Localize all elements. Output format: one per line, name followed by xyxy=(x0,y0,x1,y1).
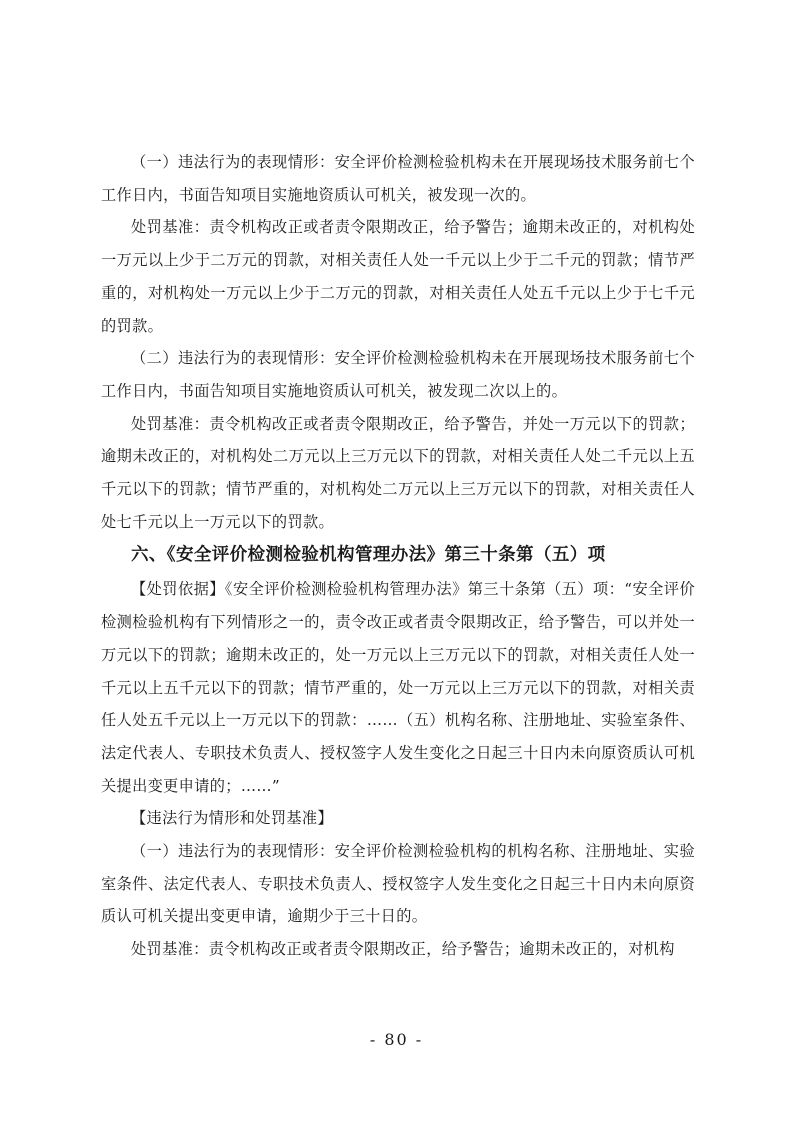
violation-case-2-paragraph: （二）违法行为的表现情形：安全评价检测检验机构未在开展现场技术服务前七个工作日内，书面告知项目实施地资质认可机关，被发现二次以上的。 xyxy=(101,349,695,400)
violation-case-1-paragraph: （一）违法行为的表现情形：安全评价检测检验机构未在开展现场技术服务前七个工作日内，书面告知项目实施地资质认可机关，被发现一次的。 xyxy=(101,153,695,204)
penalty-basis-paragraph: 【处罚依据】《安全评价检测检验机构管理办法》第三十条第（五）项：“安全评价检测检验机构有下列情形之一的，责令改正或者责令限期改正，给予警告，可以并处一万元以下的罚款；逾期未改正的，处一万元以上三万元以下的罚款，对相关责任人处一千元以上五千元以下的罚款；情节严重的，处一万元以上三万元以下的罚款，对相关责任人处五千元以上一万元以下的罚款：……（五）机构名称、注册地址、实验室条件、法定代表人、专职技术负责人、授权签字人发生变化之日起三十日内未向原资质认可机关提出变更申请的；……” xyxy=(101,580,695,795)
section-heading: 六、《安全评价检测检验机构管理办法》第三十条第（五）项 xyxy=(131,545,606,566)
penalty-standard-3-paragraph: 处罚基准：责令机构改正或者责令限期改正，给予警告；逾期未改正的，对机构 xyxy=(131,940,675,959)
document-body xyxy=(101,146,695,966)
penalty-standard-1-paragraph: 处罚基准：责令机构改正或者责令限期改正，给予警告；逾期未改正的，对机构处一万元以上少于二万元的罚款，对相关责任人处一千元以上少于二千元的罚款；情节严重的，对机构处一万元以上少于二万元的罚款，对相关责任人处五千元以上少于七千元的罚款。 xyxy=(101,218,695,335)
penalty-standard-2-paragraph: 处罚基准：责令机构改正或者责令限期改正，给予警告，并处一万元以下的罚款；逾期未改正的，对机构处二万元以上三万元以下的罚款，对相关责任人处二千元以上五千元以下的罚款；情节严重的，对机构处二万元以上三万元以下的罚款，对相关责任人处七千元以上一万元以下的罚款。 xyxy=(101,414,695,531)
subsection-label: 【违法行为情形和处罚基准】 xyxy=(131,809,333,828)
page-number: - 80 - xyxy=(369,1030,424,1049)
violation-case-3-paragraph: （一）违法行为的表现情形：安全评价检测检验机构的机构名称、注册地址、实验室条件、法定代表人、专职技术负责人、授权签字人发生变化之日起三十日内未向原资质认可机关提出变更申请，逾期少于三十日的。 xyxy=(101,842,695,926)
